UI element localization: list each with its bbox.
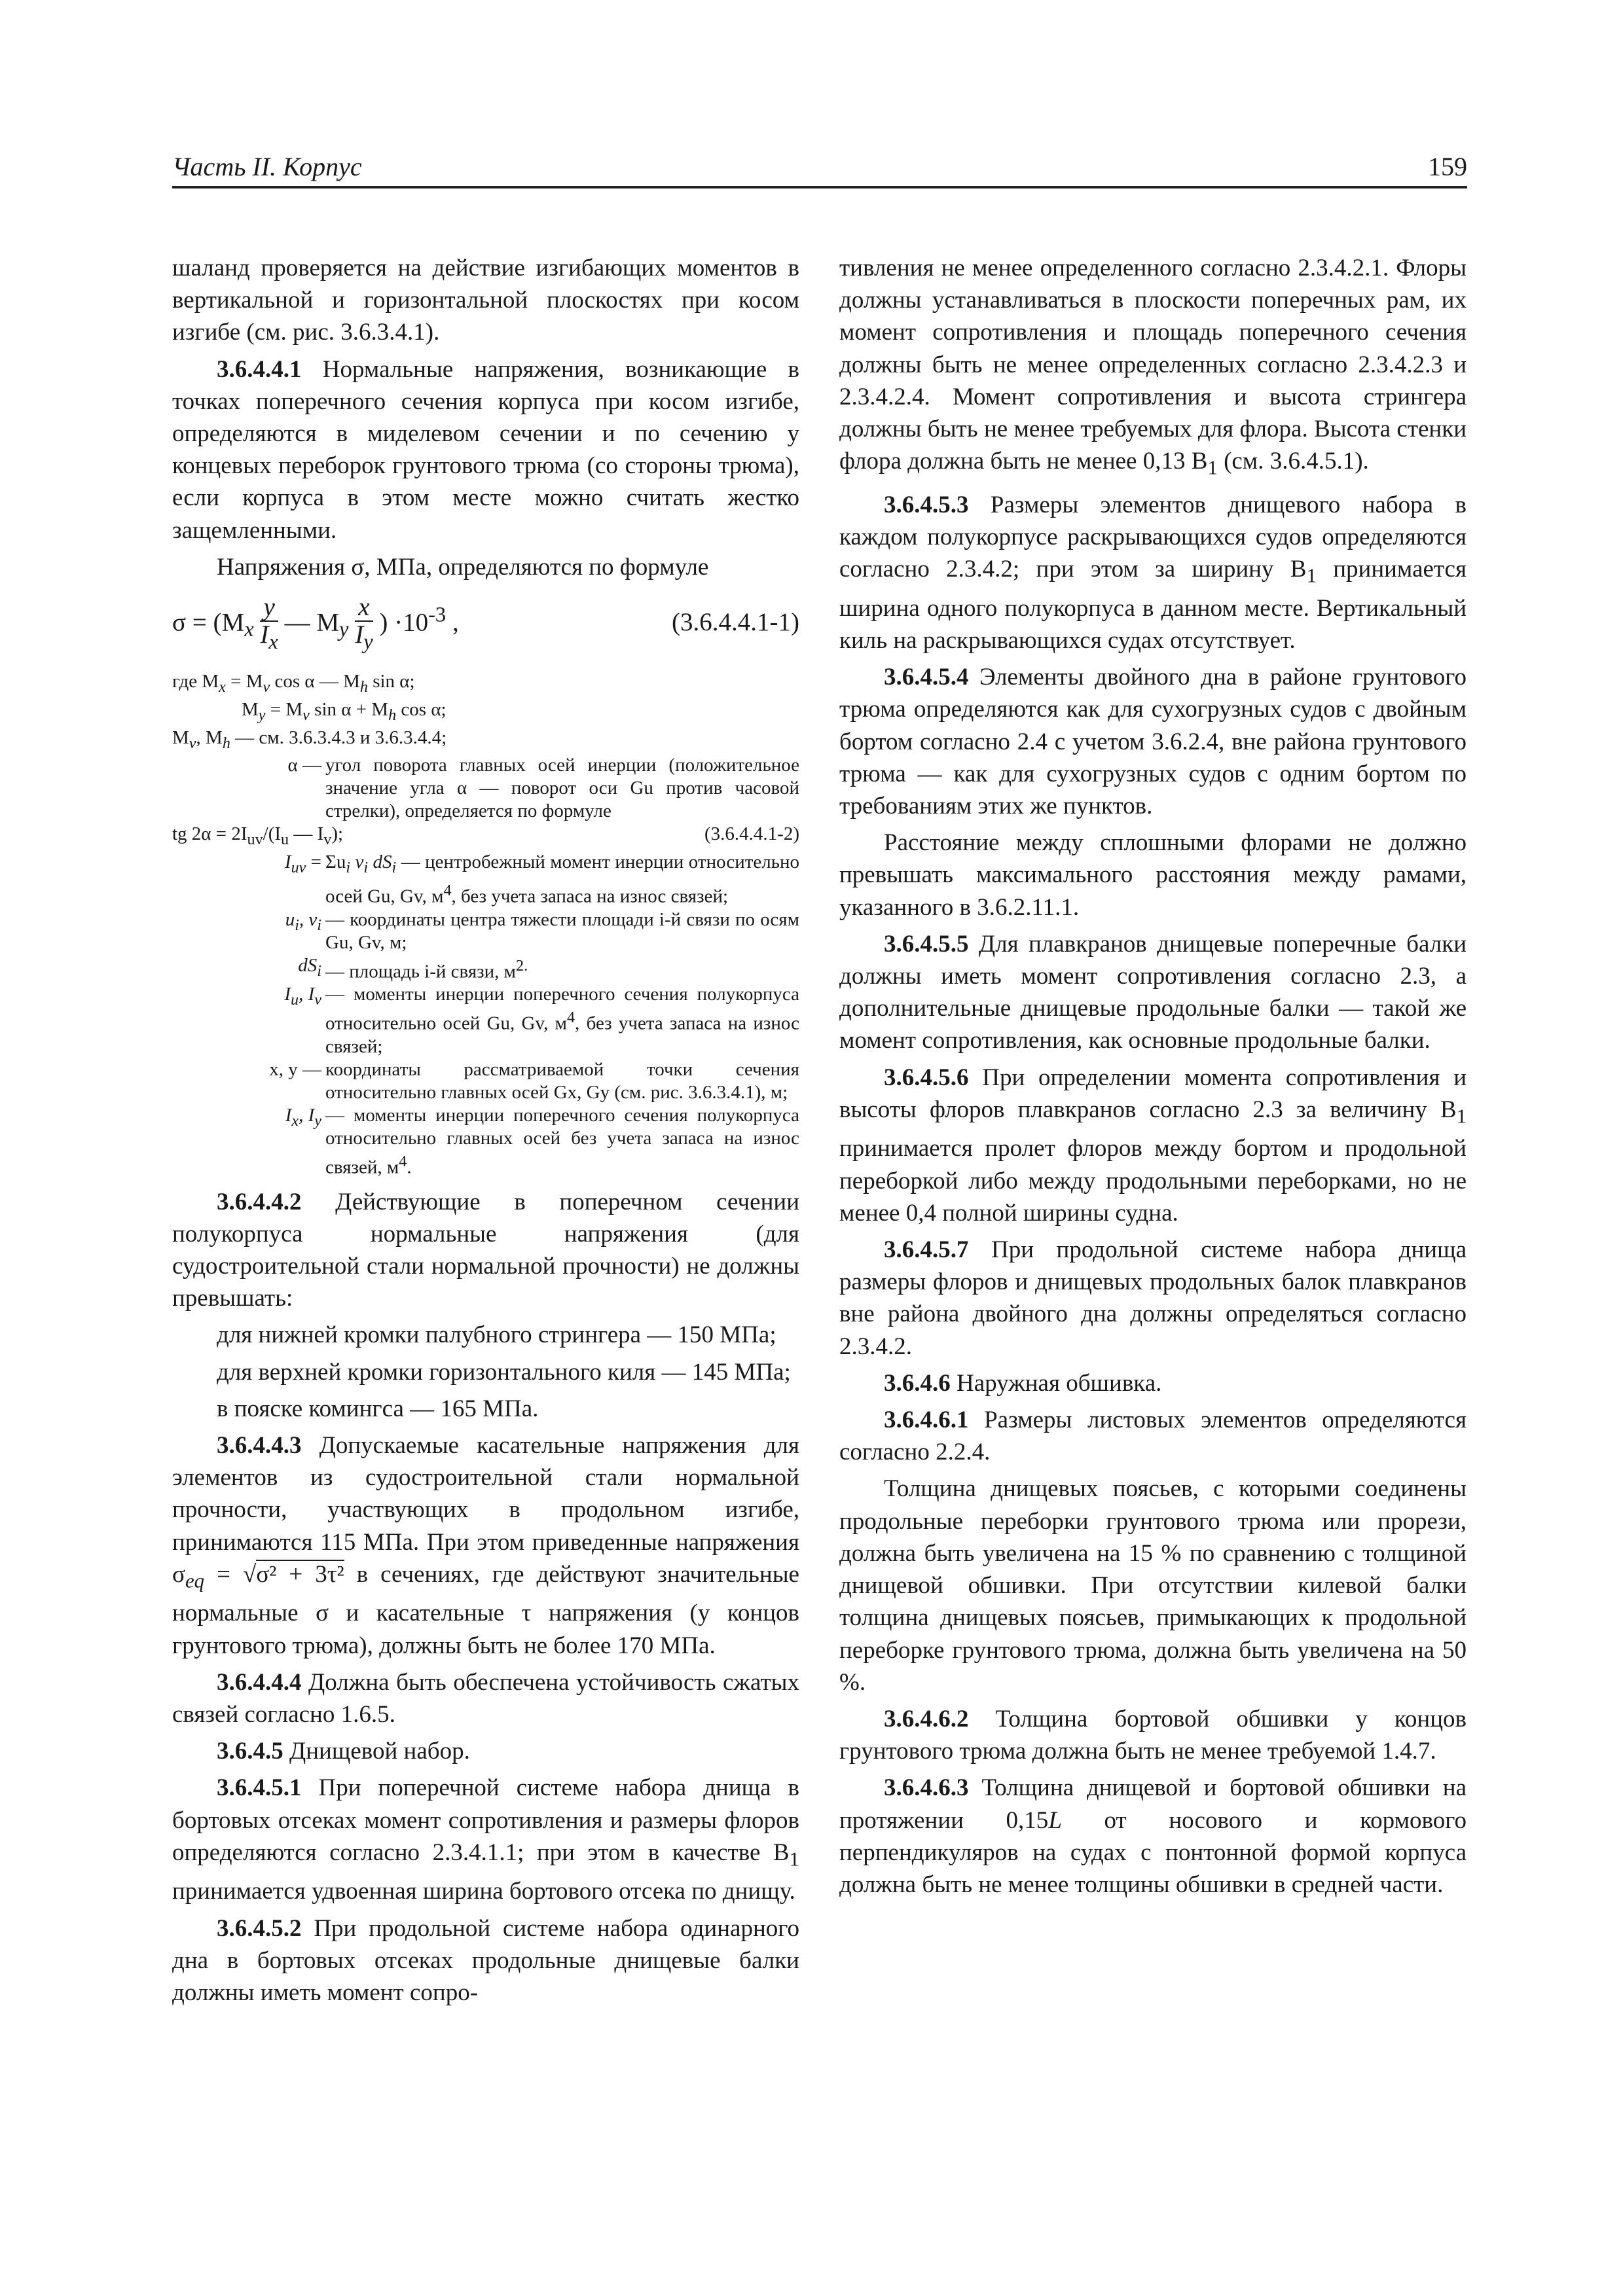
paragraph: в пояске комингса — 165 МПа.: [217, 1395, 539, 1422]
definition-row: где $M_x = M_v$ cos α — $M_h$ sin α;: [172, 671, 415, 696]
paragraph: 3.6.4.5.7 При продольной системе набора днища размеры флоров и днищевых продольных балок плавкранов вне района двойного дна должны определяться согласно 2.3.4.2.: [839, 1236, 1467, 1360]
definition-row: α — угол поворота главных осей инерции (положительное значение угла α — поворот оси Gu против часовой стрелки), определяется по формуле: [287, 755, 799, 822]
paragraph: 3.6.4.6.2 Толщина бортовой обшивки у концов грунтового трюма должна быть не менее требуемой 1.4.7.: [839, 1705, 1467, 1765]
paragraph: 3.6.4.6.3 Толщина днищевой и бортовой обшивки на протяжении 0,15L от носового и кормового перпендикуляров на судах с понтонной формой корпуса должна быть не менее толщины обшивки в средней части.: [839, 1774, 1467, 1898]
right-column: [839, 252, 1467, 1905]
definition-row: $dS_i$ — площадь i-й связи, $м^{2.}$: [298, 954, 528, 982]
formula-definitions: [172, 670, 799, 1179]
paragraph: Толщина днищевых поясьев, с которыми соединены продольные переборки грунтового трюма или прорези, должна быть увеличена на 15 % по сравнению с толщиной днищевой обшивки. При отсутствии килевой балки толщина днищевых поясьев, примыкающих к продольной переборке грунтового трюма, должна быть увеличена на 50 %.: [839, 1475, 1467, 1696]
definition-row: $M_v$, $M_h$ — см. 3.6.3.4.3 и 3.6.3.4.4;: [172, 726, 447, 752]
definition-row: x, y — координаты рассматриваемой точки сечения относительно главных осей Gx, Gy (см. рис. 3.6.3.4.1), м;: [269, 1058, 799, 1103]
paragraph: 3.6.4.4.3 Допускаемые касательные напряжения для элементов из судостроительной стали нормальной прочности, участвующих в продольном изгибе, принимаются 115 МПа. При этом приведенные напряжения $\sigma_{eq} = √\sigma^2 + 3\tau^2$ в сечениях, где действуют значительные нормальные σ и касательные τ напряжения (у концов грунтового трюма), должны быть не более 170 МПа.: [172, 1432, 799, 1659]
paragraph: тивления не менее определенного согласно 2.3.4.2.1. Флоры должны устанавливаться в плоскости поперечных рам, их момент сопротивления и площадь поперечного сечения должны быть не менее определенных согласно 2.3.4.2.3 и 2.3.4.2.4. Момент сопротивления и высота стрингера должны быть не менее требуемых для флора. Высота стенки флора должна быть не менее 0,13 $B_1$ (см. 3.6.4.5.1).: [839, 255, 1467, 479]
paragraph: для нижней кромки палубного стрингера — 150 МПа;: [217, 1321, 776, 1349]
paragraph: 3.6.4.6.1 Размеры листовых элементов определяются согласно 2.2.4.: [839, 1407, 1467, 1466]
paragraph: шаланд проверяется на действие изгибающих моментов в вертикальной и горизонтальной плоскостях при косом изгибе (см. рис. 3.6.3.4.1).: [172, 255, 799, 346]
definition-row: $M_y = M_v$ $\sin \alpha + M_h$ cos α;: [242, 698, 447, 724]
page-number: 159: [1428, 152, 1467, 181]
paragraph: 3.6.4.6 Наружная обшивка.: [884, 1369, 1162, 1397]
paragraph: 3.6.4.5.5 Для плавкранов днищевые поперечные балки должны иметь момент сопротивления согласно 2.3, а дополнительные днищевые продольные балки — такой же момент сопротивления, как основные продольные балки.: [839, 930, 1467, 1054]
paragraph: 3.6.4.5.2 При продольной системе набора одинарного дна в бортовых отсеках продольные днищевые балки должны иметь момент сопро-: [172, 1914, 799, 2007]
running-title: Часть II. Корпус: [172, 152, 362, 181]
definition-row: $u_i$, $v_i$ — координаты центра тяжести площади i-й связи по осям Gu, Gv, м;: [285, 908, 799, 953]
definition-row: $I_{uv}$ = $\Sigma u_i$ $v_i$ $dS_i$ — центробежный момент инерции относительно осей Gu, Gv, $м^4$, без учета запаса на износ связей;: [284, 852, 799, 907]
paragraph: 3.6.4.4.4 Должна быть обеспечена устойчивость сжатых связей согласно 1.6.5.: [172, 1668, 799, 1729]
paragraph: 3.6.4.4.2 Действующие в поперечном сечении полукорпуса нормальные напряжения (для судостроительной стали нормальной прочности) не должны превышать:: [172, 1188, 799, 1312]
paragraph: 3.6.4.5 Днищевой набор.: [217, 1738, 470, 1765]
definition-row: $I_u$, $I_v$ — моменты инерции поперечного сечения полукорпуса относительно осей Gu, Gv, $м^4$, без учета запаса на износ связей;: [284, 984, 799, 1057]
paragraph: 3.6.4.5.3 Размеры элементов днищевого набора в каждом полукорпусе раскрывающихся судов определяются согласно 2.3.4.2; при этом за ширину $B_1$ принимается ширина одного полукорпуса в данном месте. Вертикальный киль на раскрывающихся судах отсутствует.: [839, 491, 1467, 655]
definition-row: $I_x$, $I_y$ — моменты инерции поперечного сечения полукорпуса относительно главных осей без учета запаса на износ связей, $м^4$.: [285, 1104, 799, 1178]
paragraph: 3.6.4.4.1 Нормальные напряжения, возникающие в точках поперечного сечения корпуса при косом изгибе, определяются в миделевом сечении и по сечению у концевых переборок грунтового трюма (со стороны трюма), если корпуса в этом месте можно считать жестко защемленными.: [172, 355, 799, 544]
page-header: [172, 140, 1467, 188]
paragraph: 3.6.4.5.4 Элементы двойного дна в районе грунтового трюма определяются как для сухогрузных судов с двойным бортом согласно 2.4 с учетом 3.6.2.4, вне района грунтового трюма — как для сухогрузных судов с одним бортом по требованиям этих же пунктов.: [839, 664, 1467, 820]
formula-number: (3.6.4.4.1-1): [672, 608, 799, 637]
paragraph: для верхней кромки горизонтального киля — 145 МПа;: [217, 1358, 791, 1386]
paragraph: 3.6.4.5.1 При поперечной системе набора днища в бортовых отсеках момент сопротивления и размеры флоров определяются согласно 2.3.4.1.1; при этом в качестве $B_1$ принимается удвоенная ширина бортового отсека по днищу.: [172, 1774, 799, 1905]
paragraph: Расстояние между сплошными флорами не должно превышать максимального расстояния между рамами, указанного в 3.6.2.11.1.: [839, 829, 1467, 921]
paragraph: 3.6.4.5.6 При определении момента сопротивления и высоты флоров плавкранов согласно 2.3 за величину $B_1$ принимается пролет флоров между бортом и продольной переборкой либо между продольными переборками, но не менее 0,4 полной ширины судна.: [839, 1064, 1467, 1227]
formula-sigma: $\sigma = (M_x$ $\frac{y}{I_x}$ — $M_y$ $\frac{x}{I_y}$ ) $\cdot 10^{-3}$ , (3.6.4.4.1-1): [172, 593, 799, 654]
formula-tg: tg $2\alpha = 2I_{uv}/(I_u$ — $I_v$); (3.6.4.4.1-2): [172, 823, 799, 849]
paragraph: Напряжения σ, МПа, определяются по формуле: [217, 553, 709, 581]
left-column: [172, 252, 799, 2013]
